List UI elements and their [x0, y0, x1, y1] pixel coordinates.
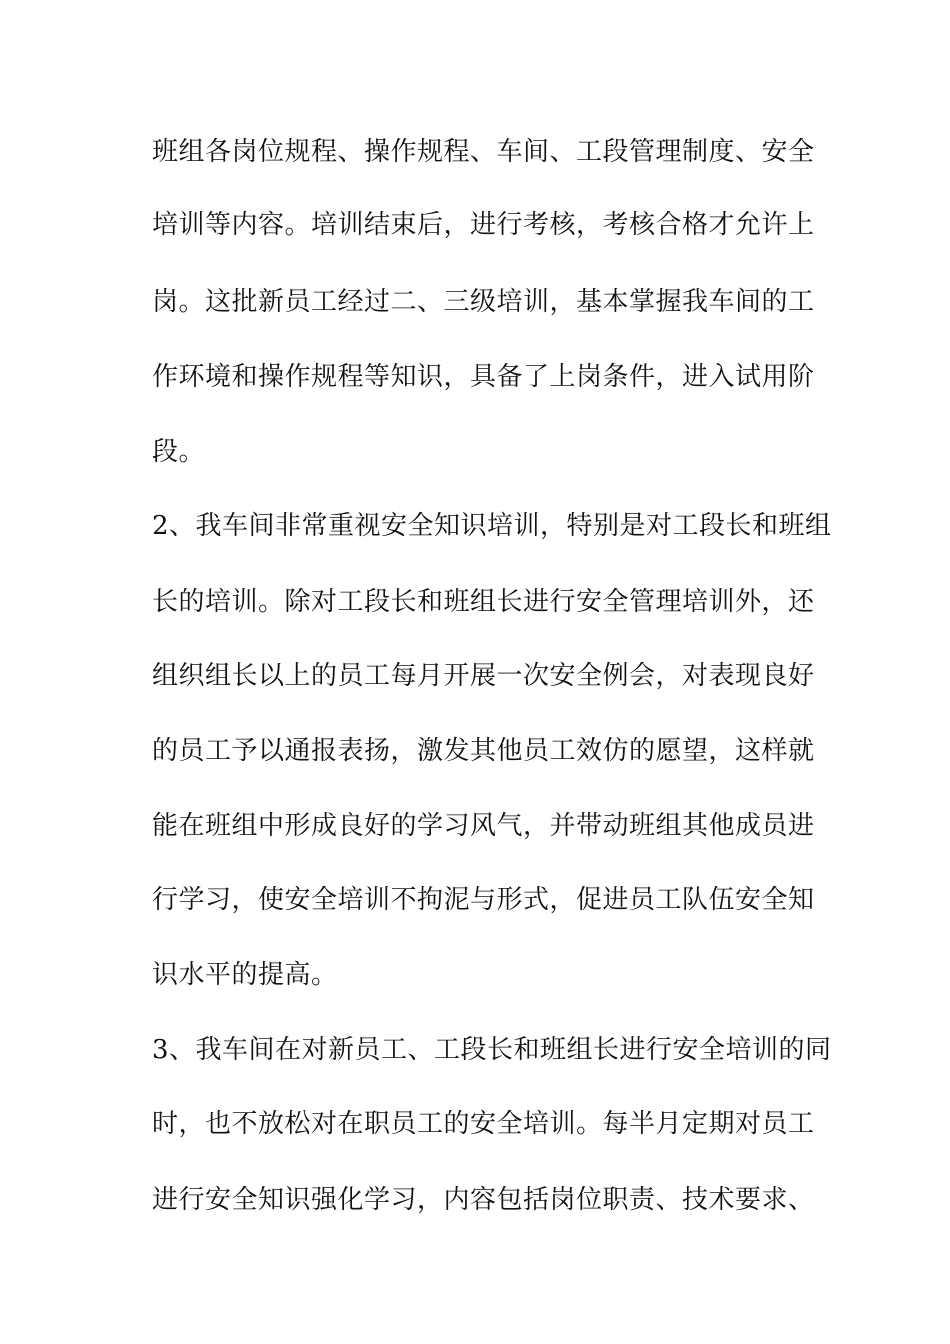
text-line: 培训等内容。培训结束后，进行考核，考核合格才允许上: [152, 210, 815, 240]
text-line: 的员工予以通报表扬，激发其他员工效仿的愿望，这样就: [152, 736, 815, 766]
text-line: 能在班组中形成良好的学习风气，并带动班组其他成员进: [152, 811, 815, 841]
text-line: 班组各岗位规程、操作规程、车间、工段管理制度、安全: [152, 137, 815, 167]
text-line: 进行安全知识强化学习，内容包括岗位职责、技术要求、: [152, 1185, 815, 1215]
text-line: 3、我车间在对新员工、工段长和班组长进行安全培训的同: [152, 1035, 832, 1065]
text-line: 2、我车间非常重视安全知识培训，特别是对工段长和班组: [152, 511, 832, 541]
text-line: 识水平的提高。: [152, 960, 338, 990]
text-line: 长的培训。除对工段长和班组长进行安全管理培训外，还: [152, 587, 815, 617]
text-line: 段。: [152, 437, 206, 467]
text-line: 行学习，使安全培训不拘泥与形式，促进员工队伍安全知: [152, 885, 815, 915]
text-line: 时，也不放松对在职员工的安全培训。每半月定期对员工: [152, 1109, 815, 1139]
text-line: 岗。这批新员工经过二、三级培训，基本掌握我车间的工: [152, 287, 815, 317]
text-line: 组织组长以上的员工每月开展一次安全例会，对表现良好: [152, 661, 815, 691]
text-line: 作环境和操作规程等知识，具备了上岗条件，进入试用阶: [152, 362, 815, 392]
